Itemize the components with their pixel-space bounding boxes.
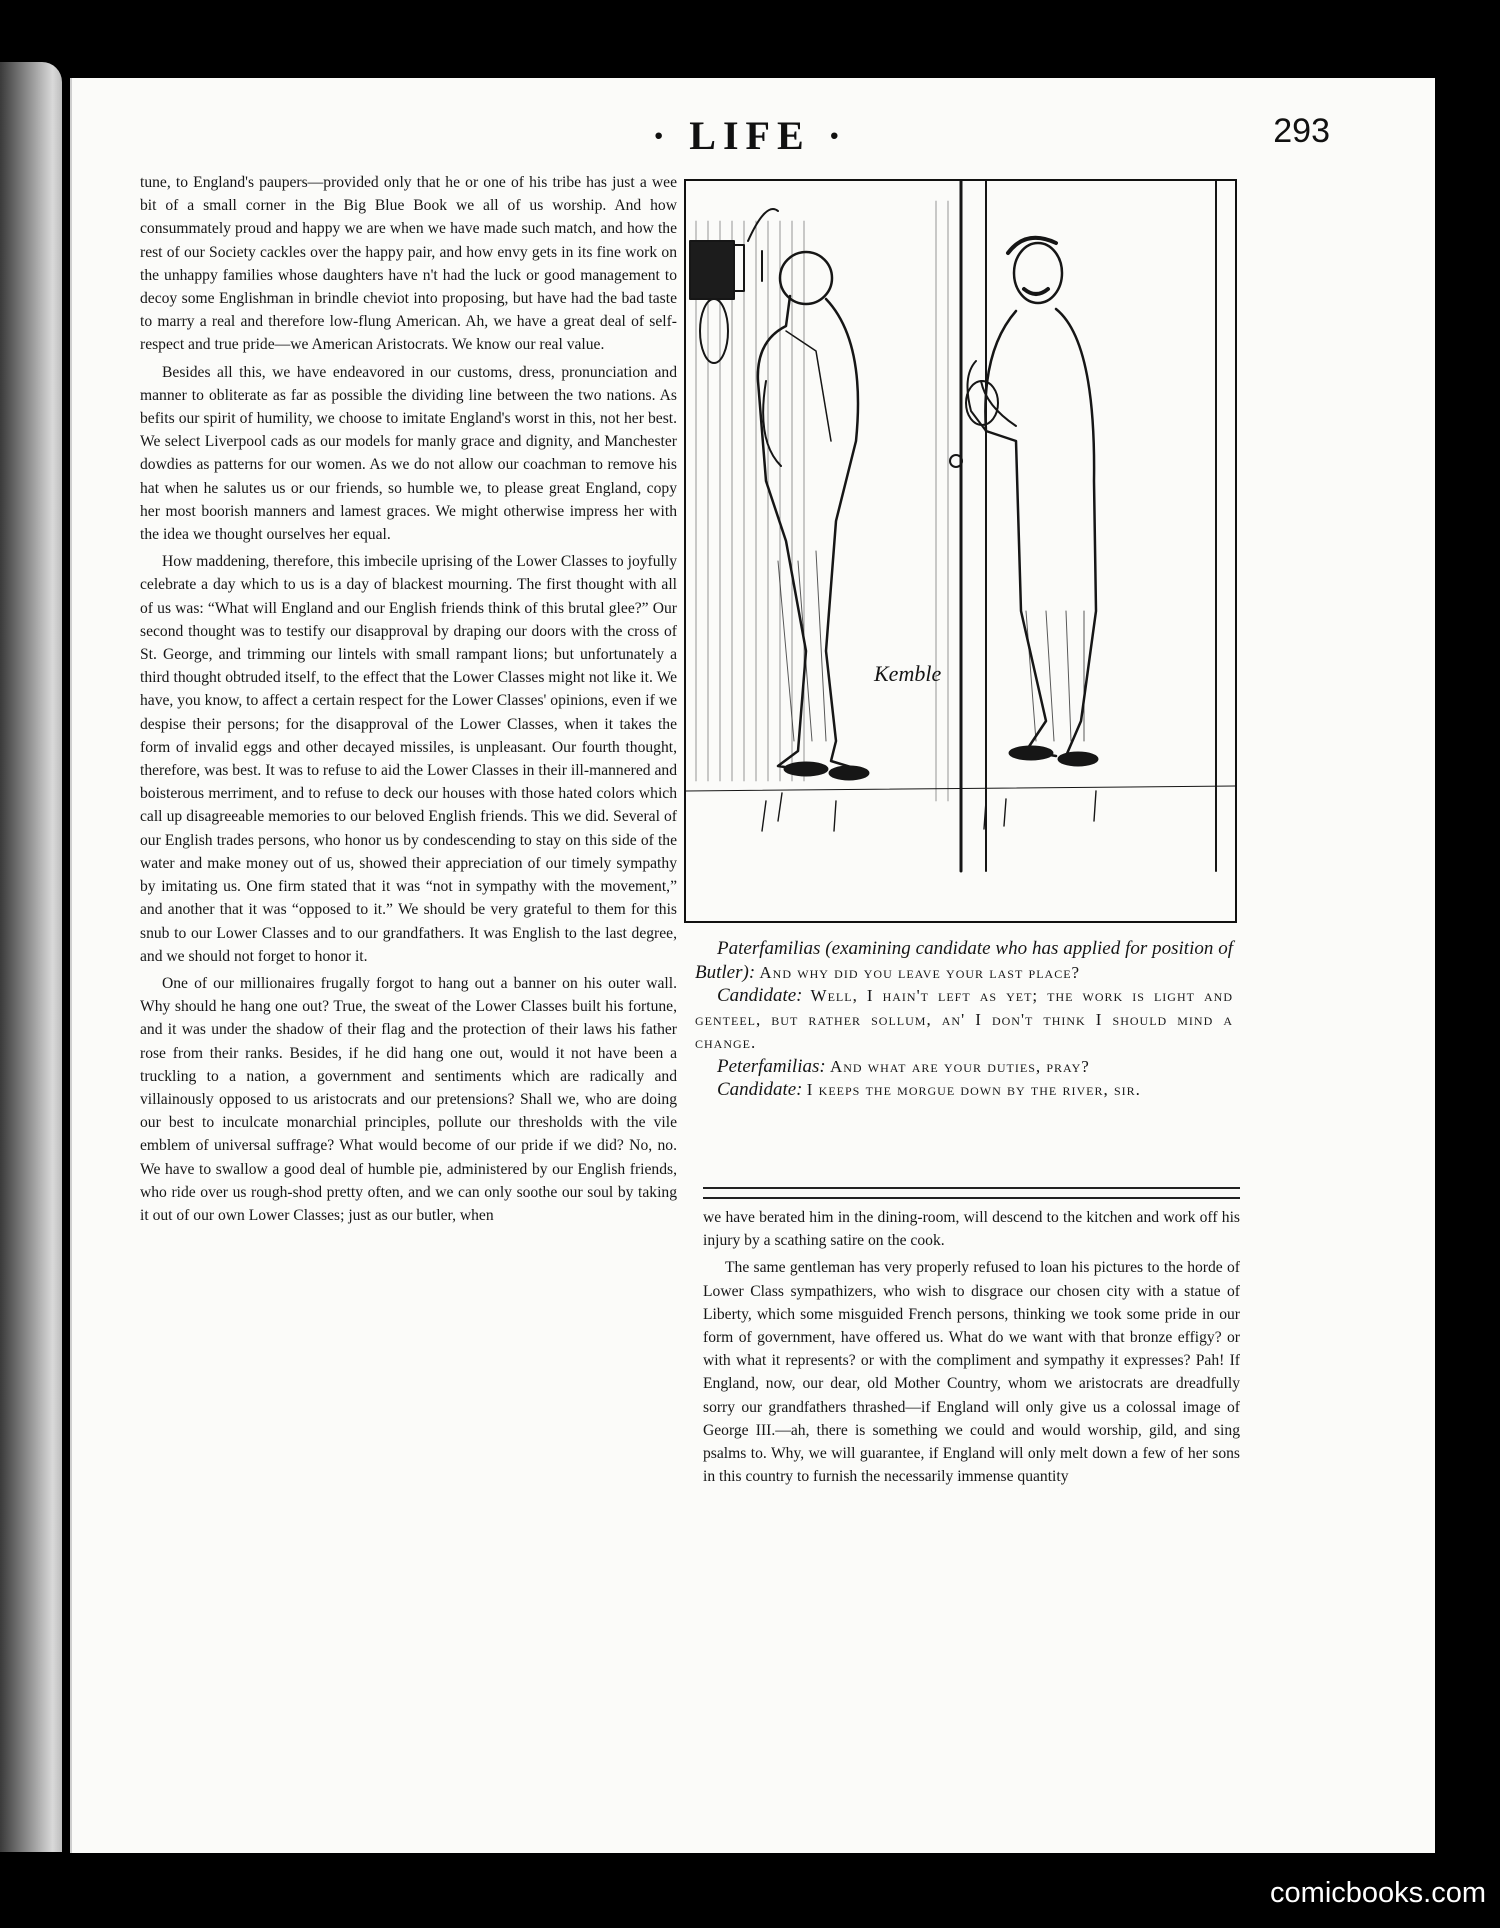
caption-speaker: Paterfamilias (examining candidate who has applied for position of Butler): <box>695 938 1233 983</box>
caption-line <box>695 937 1233 984</box>
caption-speaker: Candidate: <box>717 985 803 1006</box>
paragraph: The same gentleman has very properly refused to loan his pictures to the horde of Lower Class sympathizers, who wish to disgrace our chosen city with a statue of Liberty, which some misguided French persons, thinking we took some pride in our form of government, have offered us. What do we want with that bronze effigy? or with what it represents? or with the compliment and sympathy it expresses? Pah! If England, now, our dear, old Mother Country, whom we aristocrats are dreadfully sorry our grandfathers thrashed—if England will only give us a colossal image of George III.—ah, there is something we could and would worship, gild, and sing psalms to. Why, we will guarantee, if England will only melt down a few of her sons in this country to furnish the necessarily immense quantity <box>703 1259 1240 1486</box>
caption-speaker: Candidate: <box>717 1079 803 1100</box>
paragraph: we have berated him in the dining-room, will descend to the kitchen and work off his injury by a scathing satire on the cook. <box>703 1209 1240 1250</box>
left-text-column <box>140 171 677 1661</box>
left-page-edge <box>0 62 62 1852</box>
cartoon-caption <box>695 937 1233 1102</box>
caption-speech: And why did you leave your last place? <box>759 962 1081 982</box>
caption-speech: Well, I hain't left as yet; the work is light and genteel, but rather sollum, an' I don't think I should mind a change. <box>695 986 1233 1052</box>
paragraph: One of our millionaires frugally forgot to hang out a banner on his outer wall. Why should he hang one out? True, the sweat of the Lower Classes built his fortune, and it was under the shadow of their flag and the protection of their laws his father rose from their ranks. Besides, if he did hang one out, would it not have been a truckling to a nation, a government and sentiments which are radically and villainously opposed to us aristocrats and our pretensions? Shall we, who are doing our best to inculcate monarchial principles, pollute our thresholds with the vile emblem of universal suffrage? What would become of our pride if we did? No, no. We have to swallow a good deal of humble pie, administered by our English friends, who ride over us rough-shod pretty often, and we can only soothe our soul by taking it out of our own Lower Classes; just as our butler, when <box>140 974 677 1224</box>
cartoon-illustration <box>684 179 1237 923</box>
caption-line <box>695 984 1233 1055</box>
caption-speech: I keeps the morgue down by the river, sir. <box>806 1080 1141 1099</box>
caption-speech: And what are your duties, pray? <box>829 1056 1090 1076</box>
masthead: · LIFE · <box>651 113 849 158</box>
page-number: 293 <box>1273 112 1330 150</box>
double-rule-divider <box>703 1187 1240 1199</box>
cartoonist-signature: Kemble <box>874 661 942 686</box>
caption-line <box>695 1055 1233 1079</box>
paragraph: Besides all this, we have endeavored in our customs, dress, pronunciation and manner to obliterate as far as possible the dividing line between the two nations. As befits our spirit of humility, we choose to imitate England's worst in this, not her best. We select Liverpool cads as our models for manly grace and dignity, and Manchester dowdies as patterns for our women. As we do not allow our coachman to remove his hat when he salutes us or our friends, so humble we, to please great England, copy her most boorish manners and lamest graces. We might otherwise impress her with the idea we thought ourselves her equal. <box>140 363 677 544</box>
caption-line <box>695 1078 1233 1102</box>
right-text-column <box>703 1206 1240 1646</box>
caption-speaker: Peterfamilias: <box>717 1055 826 1077</box>
paragraph: How maddening, therefore, this imbecile uprising of the Lower Classes to joyfully celebrate a day which to us is a day of blackest mourning. The first thought with all of us was: “What will England and our English friends think of this brutal glee?” Our second thought was to testify our disapproval by draping our doors with the cross of St. George, and trimming our lintels with small rampant lions; but unfortunately a third thought obtruded itself, to the effect that the Lower Classes might not like it. We have, you know, to affect a certain respect for the Lower Classes' opinions, even if we despise their persons; for the disapproval of the Lower Classes, when it takes the form of invalid eggs and other decayed missiles, is unpleasant. Our fourth thought, therefore, was best. It was to refuse to aid the Lower Classes in their ill-mannered and boisterous merriment, and to refuse to deck our houses with those hated colors which call up disagreeable memories to our beloved English friends. This we did. Several of our English trades persons, who honor us by condescending to stay on this side of the water and make money out of us, showed their appreciation of our timely sympathy by imitating us. One firm stated that it was “not in sympathy with the movement,” and another that it was “opposed to it.” We should be very grateful to them for this snub to our Lower Classes and to our grandfathers. It was English to the last degree, and we should not forget to honor it. <box>140 553 677 965</box>
paragraph: tune, to England's paupers—provided only that he or one of his tribe has just a wee bit of a small corner in the Big Blue Book we all of us worship. And how consummately proud and happy we are when we have made such match, and how the rest of our Society cackles over the happy pair, and how envy gets in its fine work on the unhappy families whose daughters have n't had the luck or good management to decoy some Englishman in brindle cheviot into proposing, but have had the bad taste to marry a real and therefore low-flung American. Ah, we have a great deal of self-respect and true pride—we American Aristocrats. We know our real value. <box>140 174 677 354</box>
watermark: comicbooks.com <box>1270 1877 1486 1909</box>
